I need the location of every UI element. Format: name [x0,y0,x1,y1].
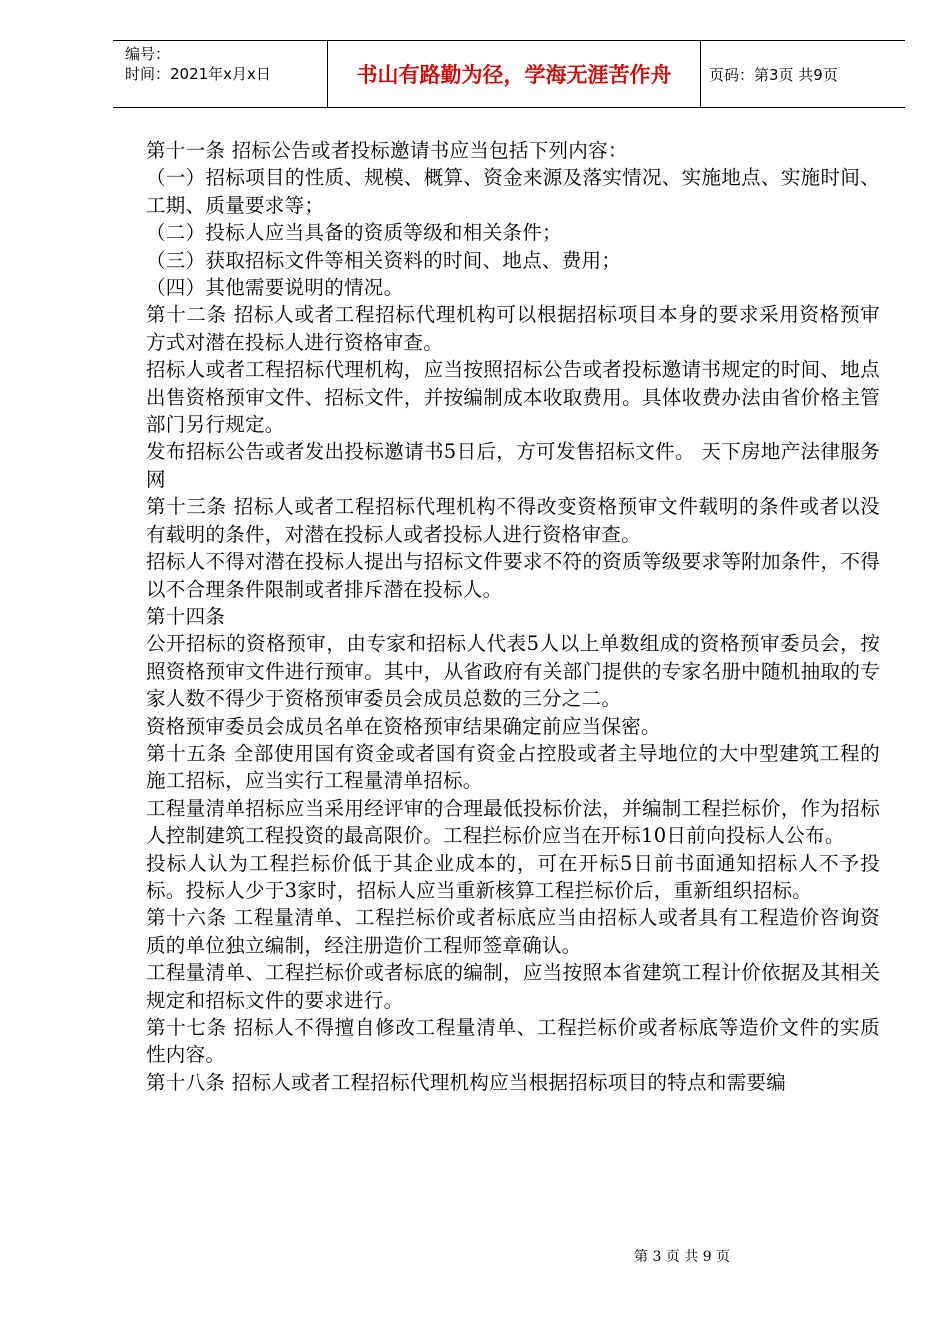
paragraph: 招标人或者工程招标代理机构，应当按照招标公告或者投标邀请书规定的时间、地点出售资格预审文件、招标文件，并按编制成本收取费用。具体收费办法由省价格主管部门另行规定。 [146,358,880,437]
paragraph: 第十二条 招标人或者工程招标代理机构可以根据招标项目本身的要求采用资格预审方式对潜在投标人进行资格审查。 [146,303,880,354]
paragraph: 投标人认为工程拦标价低于其企业成本的，可在开标5日前书面通知招标人不予投标。投标人少于3家时，招标人应当重新核算工程拦标价后，重新组织招标。 [146,851,880,902]
paragraph: （三）获取招标文件等相关资料的时间、地点、费用； [146,248,622,272]
paragraph: 第十五条 全部使用国有资金或者国有资金占控股或者主导地位的大中型建筑工程的施工招标，应当实行工程量清单招标。 [146,741,880,793]
header-page-label: 页码：第3页 共9页 [709,65,838,84]
paragraph: 招标人不得对潜在投标人提出与招标文件要求不符的资质等级要求等附加条件，不得以不合理条件限制或者排斥潜在投标人。 [146,550,880,601]
paragraph: 第十三条 招标人或者工程招标代理机构不得改变资格预审文件载明的条件或者以没有载明的条件，对潜在投标人或者投标人进行资格审查。 [146,495,880,546]
paragraph: 发布招标公告或者发出投标邀请书5日后，方可发售招标文件。 天下房地产法律服务网 [146,440,880,491]
paragraph: 工程量清单、工程拦标价或者标底的编制，应当按照本省建筑工程计价依据及其相关规定和招标文件的要求进行。 [146,961,880,1012]
header-meta [113,41,328,107]
header-motto: 书山有路勤为径，学海无涯苦作舟 [328,41,701,107]
paragraph: 第十七条 招标人不得擅自修改工程量清单、工程拦标价或者标底等造价文件的实质性内容。 [146,1016,880,1067]
paragraph: 资格预审委员会成员名单在资格预审结果确定前应当保密。 [146,714,661,738]
number-label: 编号： [125,45,171,63]
paragraph: 第十八条 招标人或者工程招标代理机构应当根据招标项目的特点和需要编 [146,1070,787,1094]
time-label: 时间：2021年x月x日 [125,65,271,83]
paragraph: 公开招标的资格预审，由专家和招标人代表5人以上单数组成的资格预审委员会，按照资格预审文件进行预审。其中，从省政府有关部门提供的专家名册中随机抽取的专家人数不得少于资格预审委员会成员总数的三分之二。 [146,632,880,711]
paragraph: （一）招标项目的性质、规模、概算、资金来源及落实情况、实施地点、实施时间、工期、质量要求等； [146,166,880,217]
paragraph: 第十一条 招标公告或者投标邀请书应当包括下列内容： [146,139,628,162]
page-header [113,40,905,108]
paragraph: 第十四条 [146,604,226,628]
footer-page-number: 第 3 页 共 9 页 [634,1249,731,1265]
document-body [146,137,880,1096]
paragraph: （二）投标人应当具备的资质等级和相关条件； [146,221,562,245]
paragraph: （四）其他需要说明的情况。 [146,276,404,300]
paragraph: 工程量清单招标应当采用经评审的合理最低投标价法，并编制工程拦标价，作为招标人控制建筑工程投资的最高限价。工程拦标价应当在开标10日前向投标人公布。 [146,796,880,848]
paragraph: 第十六条 工程量清单、工程拦标价或者标底应当由招标人或者具有工程造价咨询资质的单位独立编制，经注册造价工程师签章确认。 [146,906,880,957]
